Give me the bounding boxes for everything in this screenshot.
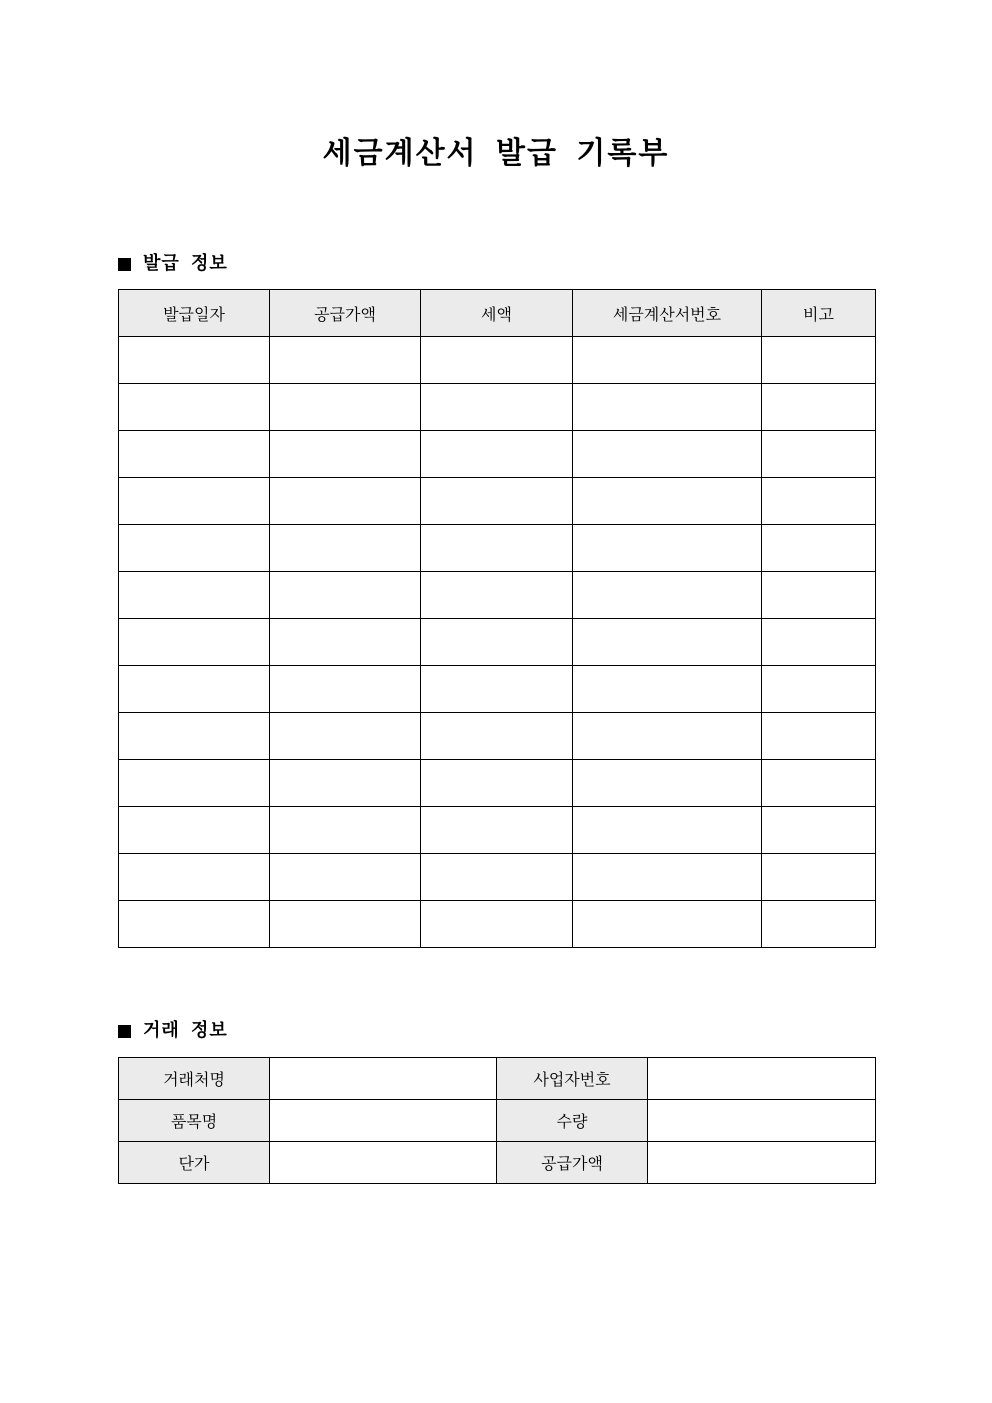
table-row	[119, 384, 876, 431]
invoice-number-cell[interactable]	[573, 807, 762, 854]
table-row	[119, 525, 876, 572]
tax-amount-cell[interactable]	[421, 431, 573, 478]
business-number-label: 사업자번호	[497, 1058, 648, 1100]
table-row	[119, 619, 876, 666]
invoice-number-cell[interactable]	[573, 525, 762, 572]
table-row	[119, 431, 876, 478]
table-row	[119, 854, 876, 901]
tax-amount-cell[interactable]	[421, 807, 573, 854]
table-row	[119, 807, 876, 854]
tax-amount-cell[interactable]	[421, 713, 573, 760]
issue-date-cell[interactable]	[119, 478, 270, 525]
tax-amount-cell[interactable]	[421, 384, 573, 431]
item-name-value[interactable]	[270, 1100, 497, 1142]
square-bullet-icon	[118, 1025, 131, 1038]
trade-section-heading	[118, 1019, 228, 1043]
invoice-number-cell[interactable]	[573, 337, 762, 384]
remarks-cell[interactable]	[762, 572, 876, 619]
table-row	[119, 572, 876, 619]
remarks-cell[interactable]	[762, 431, 876, 478]
tax-amount-cell[interactable]	[421, 854, 573, 901]
remarks-cell[interactable]	[762, 901, 876, 948]
issue-date-cell[interactable]	[119, 337, 270, 384]
issue-section-heading	[118, 252, 228, 276]
remarks-cell[interactable]	[762, 760, 876, 807]
trade-table	[118, 1057, 876, 1184]
issue-table	[118, 289, 876, 948]
issue-date-cell[interactable]	[119, 666, 270, 713]
table-row	[119, 713, 876, 760]
supply-amount-cell[interactable]	[270, 666, 421, 713]
remarks-cell[interactable]	[762, 478, 876, 525]
issue-date-cell[interactable]	[119, 901, 270, 948]
issue-date-cell[interactable]	[119, 760, 270, 807]
quantity-label: 수량	[497, 1100, 648, 1142]
invoice-number-cell[interactable]	[573, 478, 762, 525]
remarks-cell[interactable]	[762, 619, 876, 666]
trade-row-item	[119, 1100, 876, 1142]
trade-row-client	[119, 1058, 876, 1100]
table-row	[119, 760, 876, 807]
issue-table-header-row	[119, 290, 876, 337]
tax-amount-cell[interactable]	[421, 666, 573, 713]
supply-amount-cell[interactable]	[270, 478, 421, 525]
square-bullet-icon	[118, 258, 131, 271]
column-header-invoice-number: 세금계산서번호	[573, 290, 762, 337]
invoice-number-cell[interactable]	[573, 713, 762, 760]
supply-amount-cell[interactable]	[270, 854, 421, 901]
invoice-number-cell[interactable]	[573, 854, 762, 901]
invoice-number-cell[interactable]	[573, 619, 762, 666]
invoice-number-cell[interactable]	[573, 666, 762, 713]
invoice-number-cell[interactable]	[573, 901, 762, 948]
supply-amount-cell[interactable]	[270, 337, 421, 384]
invoice-number-cell[interactable]	[573, 431, 762, 478]
issue-date-cell[interactable]	[119, 384, 270, 431]
supply-amount-cell[interactable]	[270, 525, 421, 572]
issue-section-heading-label: 발급 정보	[143, 253, 228, 274]
remarks-cell[interactable]	[762, 666, 876, 713]
supply-amount-cell[interactable]	[270, 431, 421, 478]
tax-amount-cell[interactable]	[421, 478, 573, 525]
tax-amount-cell[interactable]	[421, 901, 573, 948]
tax-amount-cell[interactable]	[421, 337, 573, 384]
issue-table-body	[119, 337, 876, 948]
remarks-cell[interactable]	[762, 854, 876, 901]
trade-row-price	[119, 1142, 876, 1184]
supply-amount-cell[interactable]	[270, 572, 421, 619]
supply-amount-label: 공급가액	[497, 1142, 648, 1184]
invoice-number-cell[interactable]	[573, 572, 762, 619]
client-name-value[interactable]	[270, 1058, 497, 1100]
tax-amount-cell[interactable]	[421, 572, 573, 619]
invoice-number-cell[interactable]	[573, 384, 762, 431]
table-row	[119, 666, 876, 713]
supply-amount-cell[interactable]	[270, 619, 421, 666]
remarks-cell[interactable]	[762, 713, 876, 760]
table-row	[119, 337, 876, 384]
remarks-cell[interactable]	[762, 384, 876, 431]
trade-section-heading-label: 거래 정보	[143, 1020, 228, 1041]
issue-date-cell[interactable]	[119, 525, 270, 572]
issue-date-cell[interactable]	[119, 807, 270, 854]
column-header-tax-amount: 세액	[421, 290, 573, 337]
tax-amount-cell[interactable]	[421, 619, 573, 666]
supply-amount-cell[interactable]	[270, 901, 421, 948]
tax-amount-cell[interactable]	[421, 525, 573, 572]
supply-amount-cell[interactable]	[270, 713, 421, 760]
issue-date-cell[interactable]	[119, 619, 270, 666]
table-row	[119, 901, 876, 948]
issue-date-cell[interactable]	[119, 572, 270, 619]
tax-amount-cell[interactable]	[421, 760, 573, 807]
issue-date-cell[interactable]	[119, 431, 270, 478]
table-row	[119, 478, 876, 525]
issue-date-cell[interactable]	[119, 854, 270, 901]
remarks-cell[interactable]	[762, 525, 876, 572]
remarks-cell[interactable]	[762, 807, 876, 854]
supply-amount-cell[interactable]	[270, 807, 421, 854]
client-name-label: 거래처명	[119, 1058, 270, 1100]
remarks-cell[interactable]	[762, 337, 876, 384]
supply-amount-cell[interactable]	[270, 384, 421, 431]
column-header-supply-amount: 공급가액	[270, 290, 421, 337]
issue-date-cell[interactable]	[119, 713, 270, 760]
unit-price-label: 단가	[119, 1142, 270, 1184]
document-title: 세금계산서 발급 기록부	[322, 136, 670, 171]
supply-amount-cell[interactable]	[270, 760, 421, 807]
invoice-number-cell[interactable]	[573, 760, 762, 807]
supply-amount-value[interactable]	[648, 1142, 876, 1184]
business-number-value[interactable]	[648, 1058, 876, 1100]
item-name-label: 품목명	[119, 1100, 270, 1142]
unit-price-value[interactable]	[270, 1142, 497, 1184]
quantity-value[interactable]	[648, 1100, 876, 1142]
column-header-issue-date: 발급일자	[119, 290, 270, 337]
column-header-remarks: 비고	[762, 290, 876, 337]
